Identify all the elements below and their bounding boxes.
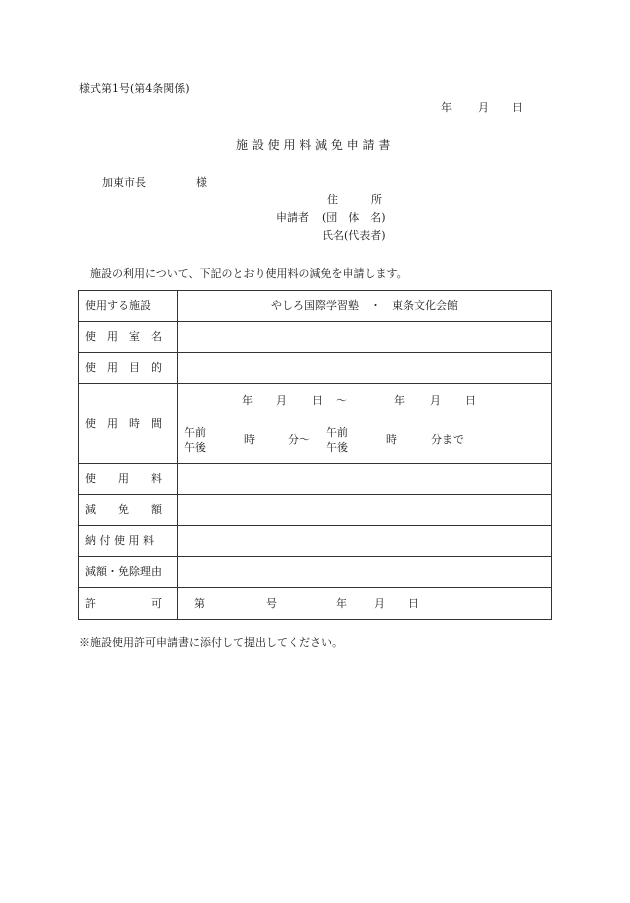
applicant-address-label: 住 所 [327, 193, 382, 206]
fee-label: 使 用 料 [79, 464, 178, 495]
end-year: 年 [394, 394, 405, 407]
table-row [79, 291, 552, 322]
date-day-label: 日 [512, 101, 523, 114]
range-tilde: 〜 [336, 394, 347, 407]
time-field[interactable] [178, 384, 552, 464]
reason-field[interactable] [178, 557, 552, 588]
end-month: 月 [430, 394, 441, 407]
form-number: 様式第1号(第4条関係) [79, 82, 190, 95]
permit-day: 日 [408, 597, 419, 610]
end-hour: 時 [386, 433, 397, 446]
start-hour: 時 [244, 433, 255, 446]
table-row [79, 353, 552, 384]
table-row [79, 464, 552, 495]
applicant-name-label: 氏名(代表者) [322, 229, 386, 242]
payment-label: 納 付 使 用 料 [79, 526, 178, 557]
room-label: 使 用 室 名 [79, 322, 178, 353]
facility-label: 使用する施設 [79, 291, 178, 322]
end-day: 日 [465, 394, 476, 407]
end-am: 午前 [326, 426, 348, 439]
table-row [79, 557, 552, 588]
table-row [79, 526, 552, 557]
permit-month: 月 [374, 597, 385, 610]
table-row [79, 588, 552, 620]
reason-label: 減額・免除理由 [79, 557, 178, 588]
table-row [79, 384, 552, 464]
reduction-field[interactable] [178, 495, 552, 526]
reduction-label: 減 免 額 [79, 495, 178, 526]
start-am: 午前 [184, 426, 206, 439]
start-month: 月 [276, 394, 287, 407]
end-minute: 分まで [431, 433, 464, 446]
payment-field[interactable] [178, 526, 552, 557]
table-row [79, 495, 552, 526]
permit-year: 年 [336, 597, 347, 610]
time-label: 使 用 時 間 [79, 384, 178, 464]
addressee-name: 加東市長 [102, 176, 146, 189]
room-field[interactable] [178, 322, 552, 353]
start-minute: 分〜 [288, 433, 310, 446]
purpose-label: 使 用 目 的 [79, 353, 178, 384]
start-pm: 午後 [184, 441, 206, 454]
applicant-org-label: (団 体 名) [322, 211, 386, 224]
addressee-honorific: 様 [196, 176, 207, 189]
document-title: 施 設 使 用 料 減 免 申 請 書 [236, 138, 391, 152]
footnote: ※施設使用許可申請書に添付して提出してください。 [79, 636, 343, 649]
facility-value: やしろ国際学習塾 ・ 東条文化会館 [178, 291, 552, 322]
date-month-label: 月 [478, 101, 489, 114]
date-year-label: 年 [441, 101, 452, 114]
permit-go: 号 [266, 597, 277, 610]
applicant-label: 申請者 [276, 211, 309, 224]
fee-field[interactable] [178, 464, 552, 495]
purpose-field[interactable] [178, 353, 552, 384]
intro-text: 施設の利用について、下記のとおり使用料の減免を申請します。 [90, 267, 408, 280]
start-year: 年 [242, 394, 253, 407]
permit-label: 許 可 [79, 588, 178, 620]
start-day: 日 [312, 394, 323, 407]
end-pm: 午後 [326, 441, 348, 454]
application-table [78, 290, 552, 620]
table-row [79, 322, 552, 353]
permit-field[interactable] [178, 588, 552, 620]
permit-dai: 第 [194, 597, 205, 610]
